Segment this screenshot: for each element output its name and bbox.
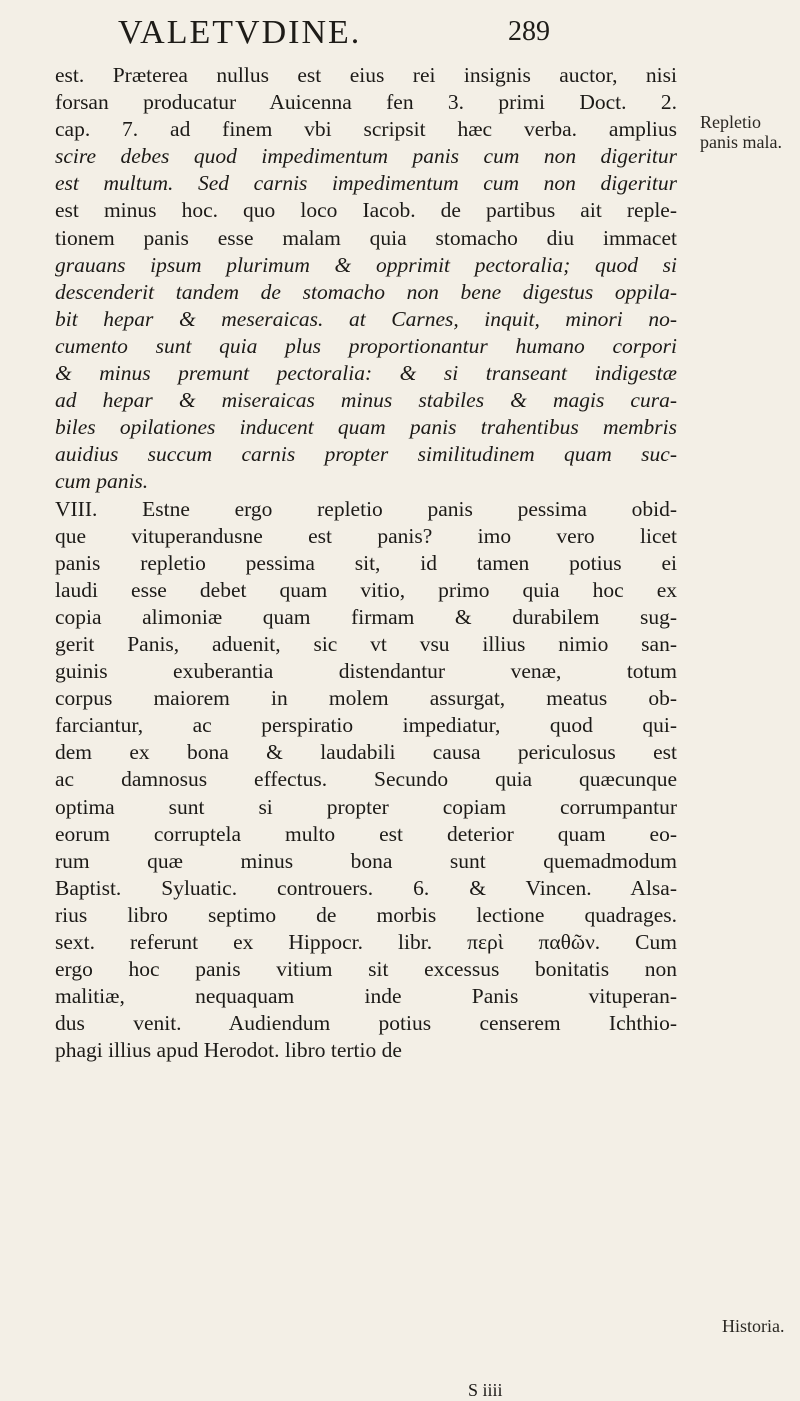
text-line: optima sunt si propter copiam corrumpantur bbox=[55, 794, 677, 819]
running-title: VALETVDINE. bbox=[118, 14, 362, 51]
page-number: 289 bbox=[508, 16, 550, 47]
text-line: eorum corruptela multo est deterior quam eo- bbox=[55, 821, 677, 846]
text-line: copia alimoniæ quam firmam & durabilem sug- bbox=[55, 604, 677, 629]
text-line: est. Præterea nullus est eius rei insignis auctor, nisi bbox=[55, 63, 677, 87]
body-text bbox=[55, 62, 677, 1064]
text-line: est multum. Sed carnis impedimentum cum non digeritur bbox=[55, 171, 677, 196]
text-line: est minus hoc. quo loco Iacob. de partibus ait reple- bbox=[55, 198, 677, 223]
text-line: forsan producatur Auicenna fen 3. primi Doct. 2. bbox=[55, 90, 677, 115]
text-line: dem ex bona & laudabili causa periculosus est bbox=[55, 740, 677, 765]
text-line: ad hepar & miseraicas minus stabiles & magis cura- bbox=[55, 388, 677, 413]
text-line: gerit Panis, aduenit, sic vt vsu illius nimio san- bbox=[55, 631, 677, 656]
margin-note-repletio: Repletio panis mala. bbox=[700, 112, 782, 152]
text-line: dus venit. Audiendum potius censerem Ichthio- bbox=[55, 1011, 677, 1036]
text-line: tionem panis esse malam quia stomacho diu immacet bbox=[55, 225, 677, 250]
text-line: phagi illius apud Herodot. libro tertio de bbox=[55, 1038, 402, 1063]
text-line: rius libro septimo de morbis lectione quadrages. bbox=[55, 902, 677, 927]
signature-mark: S iiii bbox=[468, 1380, 503, 1400]
text-line: biles opilationes inducent quam panis trahentibus membris bbox=[55, 415, 677, 440]
text-line: que vituperandusne est panis? imo vero licet bbox=[55, 523, 677, 548]
text-line: cumento sunt quia plus proportionantur humano corpori bbox=[55, 333, 677, 358]
text-line: laudi esse debet quam vitio, primo quia hoc ex bbox=[55, 577, 677, 602]
text-line: grauans ipsum plurimum & opprimit pectoralia; quod si bbox=[55, 252, 677, 277]
text-line: sext. referunt ex Hippocr. libr. περὶ παθῶν. Cum bbox=[55, 930, 677, 954]
text-line: ac damnosus effectus. Secundo quia quæcunque bbox=[55, 767, 677, 792]
text-line: descenderit tandem de stomacho non bene digestus oppila- bbox=[55, 279, 677, 304]
text-line: & minus premunt pectoralia: & si transeant indigestæ bbox=[55, 361, 677, 386]
text-line: ergo hoc panis vitium sit excessus bonitatis non bbox=[55, 957, 677, 982]
text-line: VIII. Estne ergo repletio panis pessima obid- bbox=[55, 496, 677, 521]
text-line: Baptist. Syluatic. controuers. 6. & Vincen. Alsa- bbox=[55, 875, 677, 900]
text-line: cap. 7. ad finem vbi scripsit hæc verba. amplius bbox=[55, 117, 677, 142]
margin-note-historia: Historia. bbox=[722, 1316, 785, 1336]
text-line: guinis exuberantia distendantur venæ, totum bbox=[55, 659, 677, 684]
text-line: auidius succum carnis propter similitudinem quam suc- bbox=[55, 442, 677, 467]
text-line: bit hepar & meseraicas. at Carnes, inquit, minori no- bbox=[55, 306, 677, 331]
text-line: rum quæ minus bona sunt quemadmodum bbox=[55, 848, 677, 873]
text-line: corpus maiorem in molem assurgat, meatus ob- bbox=[55, 686, 677, 711]
text-line: panis repletio pessima sit, id tamen potius ei bbox=[55, 550, 677, 575]
text-line: scire debes quod impedimentum panis cum non digeritur bbox=[55, 144, 677, 169]
text-line: malitiæ, nequaquam inde Panis vituperan- bbox=[55, 984, 677, 1009]
text-line: farciantur, ac perspiratio impediatur, quod qui- bbox=[55, 713, 677, 738]
text-line: cum panis. bbox=[55, 469, 149, 494]
